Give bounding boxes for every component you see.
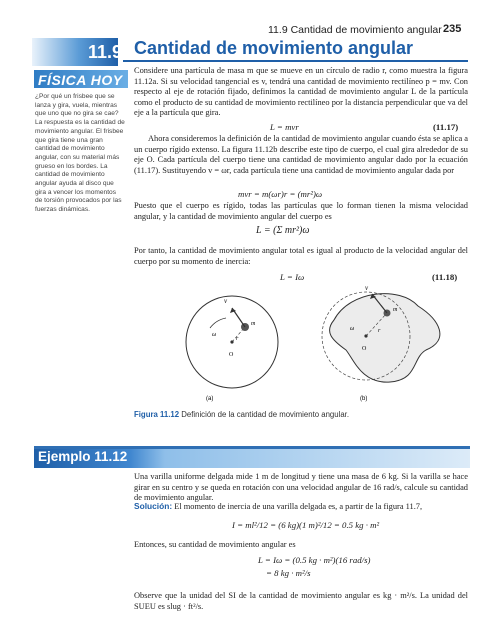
solution-label: Solución: — [134, 501, 173, 511]
equation-11-17: L = mvr — [270, 122, 299, 132]
angular-momentum-equation-1: L = Iω = (0.5 kg · m²)(16 rad/s) — [258, 555, 371, 565]
symbol-m: m — [251, 321, 256, 327]
example-statement: Una varilla uniforme delgada mide 1 m de longitud y tiene una masa de 6 kg. Si la varilla se hace girar en su centro y se queda en rotación con una velocidad angular de 16 rad/s, calcule su cantidad de movimiento angular. — [134, 472, 468, 503]
running-header-title: 11.9 Cantidad de movimiento angular — [268, 24, 442, 36]
section-rule — [123, 60, 468, 62]
figure-caption-number: Figura 11.12 — [134, 410, 180, 419]
sidebar-text: ¿Por qué un frisbee que se lanza y gira, vuela, mientras que uno que no gira se cae? La respuesta es la cantidad de movimiento angular. El frisbee que gira tiene una gran cantidad de movimiento angular, con su material más grueso en los bordes. La cantidad de movimiento angular ayuda al disco que gira a vencer los momentos de torsión provocados por las fuerzas dinámicas. — [35, 93, 125, 214]
symbol-o-b: O — [362, 346, 367, 352]
symbol-v: v — [224, 297, 228, 305]
symbol-omega: ω — [212, 332, 217, 338]
angular-momentum-equation-2: = 8 kg · m²/s — [266, 568, 311, 578]
solution-line — [134, 501, 468, 511]
rotation-arrow — [210, 318, 226, 328]
figure-caption — [134, 410, 349, 419]
paragraph-2: Ahora consideremos la definición de la cantidad de movimiento angular cuando ésta se aplica a un cuerpo rígido extenso. La figura 11.12b describe este tipo de cuerpo, el cual gira alrededor de su eje O. Cada partícula del cuerpo tiene una cantidad de movimiento angular dado por la ecuación (11.17). Sustituyendo v = ωr, cada partícula tiene una cantidad de movimiento angular dada por — [134, 134, 468, 175]
axis-point — [230, 340, 233, 343]
axis-point-b — [364, 334, 367, 337]
fisica-hoy-label: FÍSICA HOY — [38, 72, 123, 88]
section-number: 11.9 — [88, 42, 123, 62]
symbol-omega-b: ω — [350, 326, 355, 332]
symbol-r-b: r — [378, 328, 381, 334]
equation-sum: L = (Σ mr²)ω — [256, 225, 310, 236]
symbol-v-b: v — [365, 284, 369, 292]
section-title: Cantidad de movimiento angular — [134, 38, 414, 58]
figure-b-diagram — [322, 284, 440, 402]
paragraph-3: Puesto que el cuerpo es rígido, todas las partículas que lo forman tienen la misma velocidad angular, y la cantidad de movimiento angular del cuerpo es — [134, 201, 468, 221]
equation-11-17-number: (11.17) — [433, 122, 459, 132]
figure-caption-text: Definición de la cantidad de movimiento angular. — [181, 410, 349, 419]
page-number: 235 — [443, 23, 462, 35]
equation-11-18: L = Iω — [280, 272, 305, 282]
example-label: Ejemplo 11.12 — [38, 449, 128, 464]
figure-a-diagram — [186, 296, 278, 402]
paragraph-1: Considere una partícula de masa m que se mueve en un círculo de radio r, como muestra la figura 11.12a. Si su velocidad tangencial es v, tendrá una cantidad de movimiento rectilíneo p = mv. Con respecto al eje de rotación fijado, definimos la cantidad de movimiento angular L de la partícula como el producto de su cantidad de movimiento rectilíneo por la distancia perpendicular que va del eje a la partícula que gira. — [134, 66, 468, 118]
symbol-m-b: m — [393, 307, 398, 313]
rigid-body-shape — [330, 294, 440, 382]
paragraph-4: Por tanto, la cantidad de movimiento angular total es igual al producto de la velocidad angular del cuerpo por su momento de inercia: — [134, 246, 468, 266]
inertia-equation: I = ml²/12 = (6 kg)(1 m)²/12 = 0.5 kg · m² — [232, 520, 380, 530]
equation-particle: mvr = m(ωr)r = (mr²)ω — [238, 189, 323, 199]
units-note: Observe que la unidad del SI de la cantidad de movimiento angular es kg · m²/s. La unidad del SUEU es slug · ft²/s. — [134, 591, 468, 611]
figure-11-12 — [150, 280, 460, 402]
solution-text: El momento de inercia de una varilla delgada es, a partir de la figura 11.7, — [174, 502, 423, 511]
figure-label-b: (b) — [360, 396, 368, 402]
equation-11-18-number: (11.18) — [432, 272, 458, 282]
then-text: Entonces, su cantidad de movimiento angular es — [134, 540, 296, 549]
figure-label-a: (a) — [206, 396, 214, 402]
symbol-r: r — [236, 336, 239, 342]
symbol-o: O — [229, 352, 234, 358]
